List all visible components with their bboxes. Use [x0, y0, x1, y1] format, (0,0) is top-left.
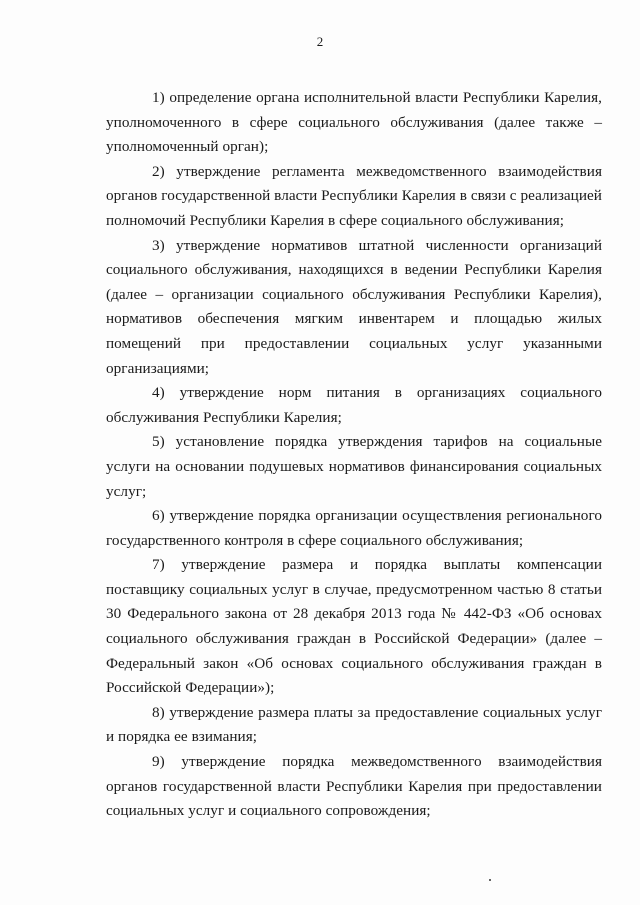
document-body: [106, 86, 602, 824]
paragraph-8: 8) утверждение размера платы за предоставление социальных услуг и порядка ее взимания;: [106, 703, 602, 746]
paragraph-9: 9) утверждение порядка межведомственного взаимодействия органов государственной власти Республики Карелия при предоставлении социальных услуг и социального сопровождения;: [106, 753, 602, 820]
page-number: 2: [316, 34, 324, 49]
scan-artifact-dot: [489, 879, 491, 881]
paragraph-2: 2) утверждение регламента межведомственного взаимодействия органов государственной власти Республики Карелия в связи с реализацией полномочий Республики Карелия в сфере социального обслуживания;: [106, 162, 602, 229]
paragraph-7: 7) утверждение размера и порядка выплаты компенсации поставщику социальных услуг в случае, предусмотренном частью 8 статьи 30 Федерального закона от 28 декабря 2013 года № 442-ФЗ «Об основах социального обслуживания граждан в Российской Федерации» (далее – Федеральный закон «Об основах социального обслуживания граждан в Российской Федерации»);: [106, 556, 602, 697]
paragraph-3: 3) утверждение нормативов штатной численности организаций социального обслуживания, находящихся в ведении Республики Карелия (далее – организации социального обслуживания Республики Карелия), нормативов обеспечения мягким инвентарем и площадью жилых помещений при предоставлении социальных услуг указанными организациями;: [106, 236, 602, 377]
paragraph-5: 5) установление порядка утверждения тарифов на социальные услуги на основании подушевых нормативов финансирования социальных услуг;: [106, 433, 602, 500]
paragraph-6: 6) утверждение порядка организации осуществления регионального государственного контроля в сфере социального обслуживания;: [106, 507, 602, 549]
paragraph-1: 1) определение органа исполнительной власти Республики Карелия, уполномоченного в сфере социального обслуживания (далее также – уполномоченный орган);: [106, 89, 602, 156]
paragraph-4: 4) утверждение норм питания в организациях социального обслуживания Республики Карелия;: [106, 384, 602, 426]
